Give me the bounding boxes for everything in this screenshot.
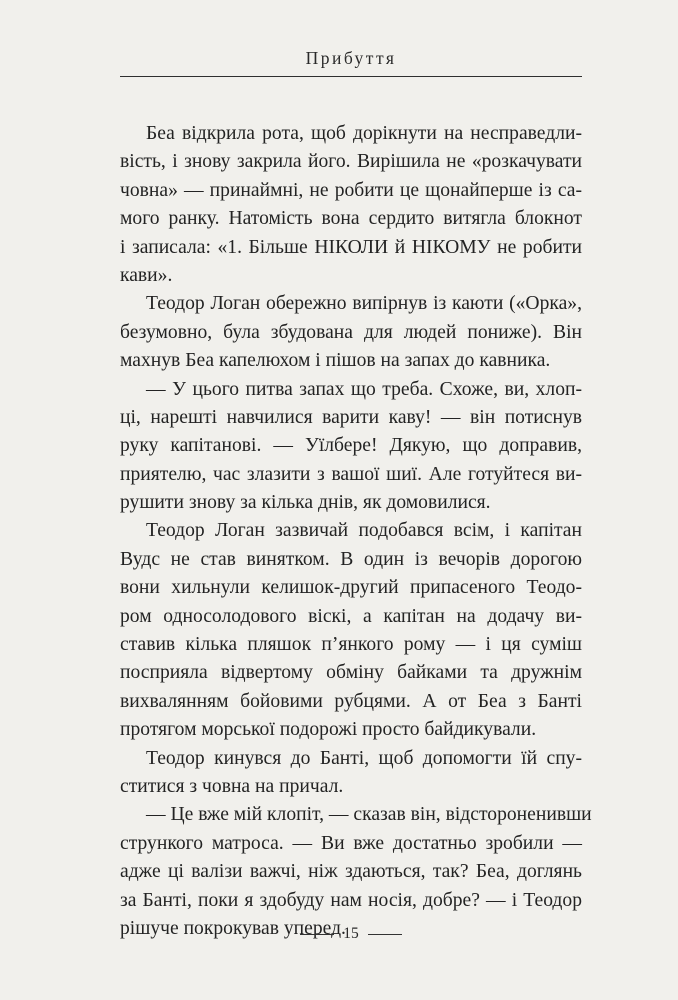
text-line: протягом морської подорожі просто байдикували. — [120, 719, 537, 741]
text-line: приятелю, час злазити з вашої шиї. Але готуйтеся ви- — [120, 463, 582, 485]
page-footer — [120, 924, 582, 944]
paragraph — [120, 120, 582, 290]
text-line: стрункого матроса. — Ви вже достатньо зробили — — [120, 832, 582, 854]
text-line: кави». — [120, 264, 173, 286]
text-line: за Банті, поки я здобуду нам носія, добре? — і Теодор — [120, 889, 582, 911]
running-header: Прибуття — [305, 48, 397, 68]
text-line: адже ці валізи важчі, ніж здаються, так? Беа, доглянь — [120, 861, 582, 883]
footer-dash-right — [368, 934, 402, 935]
text-line: рішуче покрокував уперед. — [120, 917, 346, 939]
text-line: Теодор кинувся до Банті, щоб допомогти їй спу- — [146, 747, 582, 769]
text-line: вони хильнули келишок-другий припасеного Теодо- — [120, 577, 582, 599]
text-line: Вудс не став винятком. В один із вечорів дорогою — [120, 548, 582, 570]
text-line: — У цього питва запах що треба. Схоже, ви, хлоп- — [146, 378, 582, 400]
text-line: — Це вже мій клопіт, — сказав він, відстороненивши — [146, 804, 592, 826]
text-line: і записала: «1. Більше НІКОЛИ й НІКОМУ не робити — [120, 236, 582, 258]
text-line: руку капітанові. — Уїлбере! Дякую, що доправив, — [120, 435, 582, 457]
paragraph — [120, 745, 582, 802]
text-line: вість, і знову закрила його. Вирішила не «розкачувати — [120, 151, 582, 173]
text-line: мого ранку. Натомість вона сердито витягла блокнот — [120, 208, 582, 230]
text-line: ставив кілька пляшок п’янкого рому — і ця суміш — [120, 634, 582, 656]
text-line: махнув Беа капелюхом і пішов на запах до кавника. — [120, 350, 551, 372]
header-rule — [120, 76, 582, 77]
paragraph — [120, 517, 582, 744]
page-number: 15 — [343, 925, 359, 942]
text-line: рушити знову за кілька днів, як домовилися. — [120, 492, 491, 514]
text-line: ці, нарешті навчилися варити каву! — він потиснув — [120, 406, 582, 428]
text-line: Теодор Логан зазвичай подобався всім, і капітан — [146, 520, 582, 542]
text-line: Беа відкрила рота, щоб дорікнути на несправедли- — [146, 123, 582, 144]
text-line: Теодор Логан обережно випірнув із каюти («Орка», — [146, 293, 582, 315]
text-line: човна» — принаймні, не робити це щонайперше із са- — [120, 179, 582, 201]
footer-dash-left — [300, 934, 334, 935]
body-text — [120, 120, 592, 943]
text-line: безумовно, була збудована для людей пониже). Він — [120, 321, 582, 343]
text-line: ром односолодового віскі, а капітан на додачу ви- — [120, 605, 582, 627]
paragraph — [120, 290, 582, 375]
paragraph — [120, 376, 582, 518]
text-line: посприяла відвертому обміну байками та дружнім — [120, 662, 582, 684]
text-line: вихвалянням бойовими рубцями. А от Беа з Банті — [120, 690, 582, 712]
text-line: ститися з човна на причал. — [120, 775, 344, 797]
paragraph — [120, 801, 592, 943]
